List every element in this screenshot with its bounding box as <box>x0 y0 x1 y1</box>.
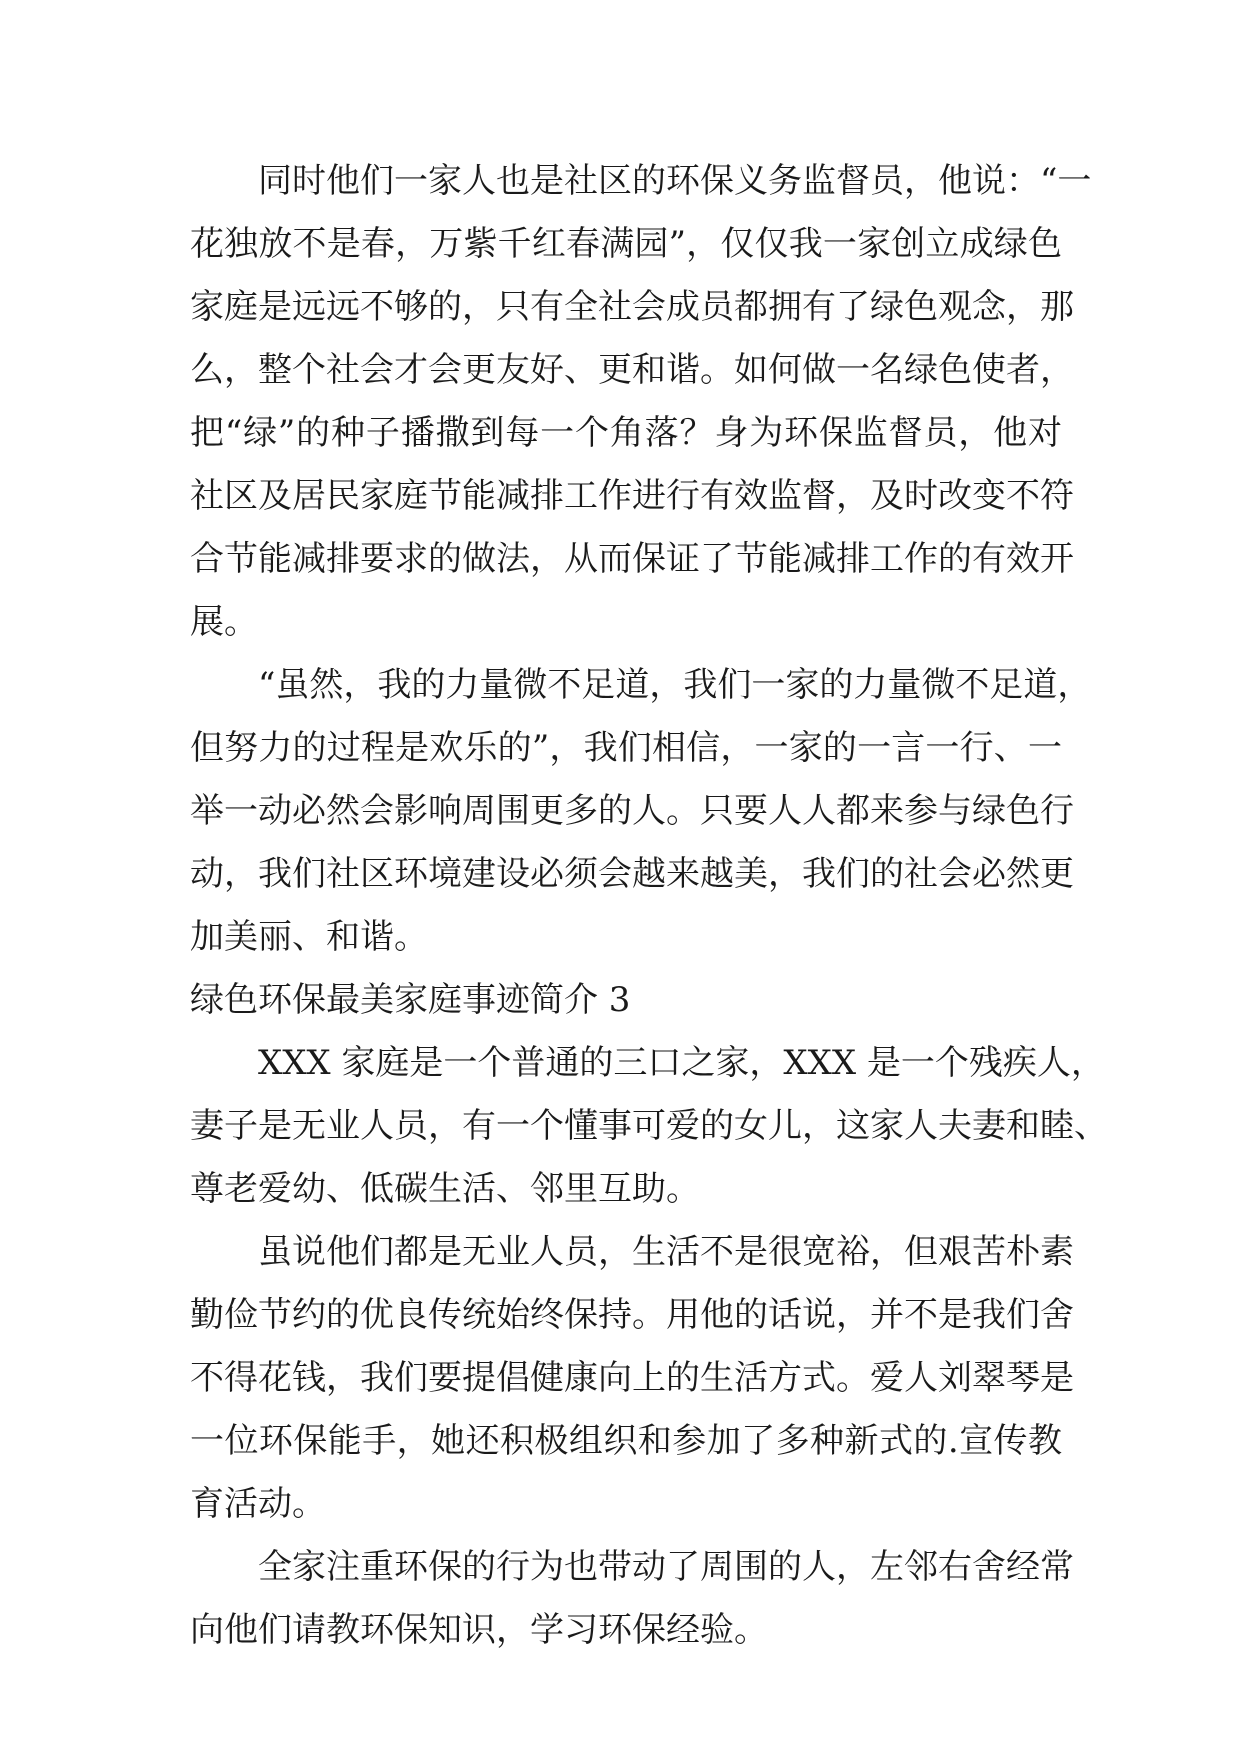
text-line: “虽然，我的力量微不足道，我们一家的力量微不足道， <box>258 665 1092 705</box>
text-line: 把“绿”的种子播撒到每一个角落？身为环保监督员，他对 <box>190 413 1062 453</box>
text-line: 虽说他们都是无业人员，生活不是很宽裕，但艰苦朴素 <box>258 1232 1074 1272</box>
text-line: 不得花钱，我们要提倡健康向上的生活方式。爱人刘翠琴是 <box>190 1358 1074 1398</box>
text-line: 妻子是无业人员，有一个懂事可爱的女儿，这家人夫妻和睦、 <box>190 1106 1108 1146</box>
text-line: 动，我们社区环境建设必须会越来越美，我们的社会必然更 <box>190 854 1074 894</box>
text-line: 举一动必然会影响周围更多的人。只要人人都来参与绿色行 <box>190 791 1074 831</box>
text-line: 尊老爱幼、低碳生活、邻里互助。 <box>190 1169 700 1209</box>
text-line: 么，整个社会才会更友好、更和谐。如何做一名绿色使者， <box>190 350 1074 390</box>
text-line: 一位环保能手，她还积极组织和参加了多种新式的.宣传教 <box>190 1421 1062 1461</box>
text-line: 育活动。 <box>190 1484 326 1524</box>
section-heading: 绿色环保最美家庭事迹简介 3 <box>190 980 631 1020</box>
text-line: 同时他们一家人也是社区的环保义务监督员，他说：“一 <box>258 161 1092 201</box>
text-line: 展。 <box>190 602 258 642</box>
text-line: 但努力的过程是欢乐的”，我们相信，一家的一言一行、一 <box>190 728 1062 768</box>
text-line: 全家注重环保的行为也带动了周围的人，左邻右舍经常 <box>258 1547 1074 1587</box>
paragraph <box>190 150 1092 654</box>
text-line: 勤俭节约的优良传统始终保持。用他的话说，并不是我们舍 <box>190 1295 1074 1335</box>
paragraph <box>190 1536 1074 1662</box>
text-line: 花独放不是春，万紫千红春满园”，仅仅我一家创立成绿色 <box>190 224 1062 264</box>
text-line: 合节能减排要求的做法，从而保证了节能减排工作的有效开 <box>190 539 1074 579</box>
paragraph <box>190 654 1092 969</box>
text-line: 加美丽、和谐。 <box>190 917 428 957</box>
document-page <box>190 150 1108 1662</box>
paragraph <box>190 1032 1108 1221</box>
text-line: 向他们请教环保知识，学习环保经验。 <box>190 1610 768 1650</box>
text-line: 社区及居民家庭节能减排工作进行有效监督，及时改变不符 <box>190 476 1074 516</box>
text-line: 家庭是远远不够的，只有全社会成员都拥有了绿色观念，那 <box>190 287 1074 327</box>
text-line: XXX 家庭是一个普通的三口之家，XXX 是一个残疾人， <box>258 1043 1105 1083</box>
paragraph <box>190 1221 1074 1536</box>
